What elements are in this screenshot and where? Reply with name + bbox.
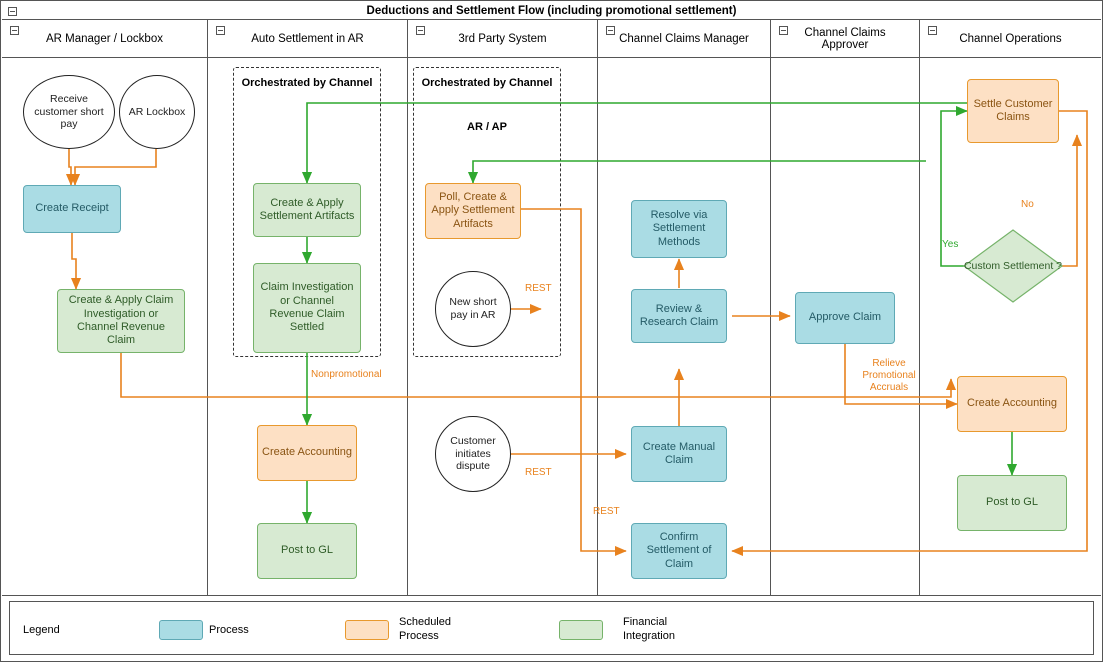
edge-label-rest-3: REST: [593, 506, 620, 517]
legend-label-scheduled-process: Scheduled Process: [399, 616, 451, 642]
diagram-title: [2, 2, 1101, 20]
lane-header-auto-settlement-in-ar: [208, 20, 408, 58]
legend-swatch-process: [159, 620, 203, 640]
node-label: Create Accounting: [262, 446, 352, 459]
node-settle-customer-claims[interactable]: [967, 79, 1059, 143]
group-subtitle-text: AR / AP: [467, 121, 507, 133]
node-label: Approve Claim: [808, 311, 882, 324]
node-receive-customer-short-pay[interactable]: [23, 75, 115, 149]
group-title-orchestrated-1: [237, 77, 377, 91]
node-label: Create & Apply Claim Investigation or Channel Revenue Claim: [68, 294, 174, 347]
node-create-manual-claim[interactable]: [631, 426, 727, 482]
legend-swatch-scheduled-process: [345, 620, 389, 640]
node-poll-create-apply-settlement-artifacts[interactable]: [425, 183, 521, 239]
node-label: Create Manual Claim: [642, 440, 716, 466]
node-create-apply-claim-investigation[interactable]: [57, 289, 185, 353]
node-post-to-gl-ar[interactable]: [257, 523, 357, 579]
node-create-accounting-ops[interactable]: [957, 376, 1067, 432]
lane-header-channel-claims-manager: [598, 20, 771, 58]
collapse-icon-lane-claims-manager[interactable]: [606, 26, 615, 35]
node-claim-investigation-settled[interactable]: [253, 263, 361, 353]
node-custom-settlement-decision[interactable]: [963, 229, 1063, 303]
node-label: Review & Research Claim: [639, 302, 719, 328]
node-label: Claim Investigation or Channel Revenue Claim Settled: [260, 281, 354, 334]
lane-header-channel-operations: [920, 20, 1101, 58]
group-title-text: Orchestrated by Channel: [421, 77, 553, 89]
legend-label-financial-integration: Financial Integration: [623, 616, 675, 642]
node-label: Settle Customer Claims: [973, 97, 1053, 123]
lane-header-ar-manager-lockbox: [2, 20, 208, 58]
edge-label-yes: Yes: [942, 239, 959, 250]
node-create-apply-settlement-artifacts[interactable]: [253, 183, 361, 237]
collapse-icon-lane-channel-operations[interactable]: [928, 26, 937, 35]
lane-label: 3rd Party System: [458, 32, 547, 45]
collapse-icon-lane-claims-approver[interactable]: [779, 26, 788, 35]
node-confirm-settlement-of-claim[interactable]: [631, 523, 727, 579]
node-label: Create & Apply Settlement Artifacts: [259, 196, 355, 222]
node-ar-lockbox[interactable]: [119, 75, 195, 149]
collapse-icon-lane-3rd-party[interactable]: [416, 26, 425, 35]
legend-title: Legend: [23, 624, 60, 636]
group-subtitle-ar-ap: [417, 121, 557, 135]
lane-header-channel-claims-approver: [771, 20, 920, 58]
lane-label: Channel Claims Approver: [804, 26, 886, 51]
node-label: Create Accounting: [967, 397, 1057, 410]
node-customer-initiates-dispute[interactable]: [435, 416, 511, 492]
node-approve-claim[interactable]: [795, 292, 895, 344]
group-title-orchestrated-2: [417, 77, 557, 91]
diagram-title-text: Deductions and Settlement Flow (including promotional settlement): [366, 4, 737, 17]
node-new-short-pay-in-ar[interactable]: [435, 271, 511, 347]
collapse-icon-lane-auto-settlement[interactable]: [216, 26, 225, 35]
node-label: Customer initiates dispute: [450, 434, 496, 473]
legend-swatch-financial-integration: [559, 620, 603, 640]
group-title-text: Orchestrated by Channel: [241, 77, 373, 89]
node-label: Post to GL: [986, 496, 1038, 509]
collapse-icon-diagram[interactable]: [8, 7, 17, 16]
node-label: Post to GL: [281, 544, 333, 557]
node-label: Resolve via Settlement Methods: [650, 208, 708, 248]
edge-label-rest-2: REST: [525, 467, 552, 478]
node-label: Poll, Create & Apply Settlement Artifacts: [431, 190, 515, 230]
lane-label: AR Manager / Lockbox: [46, 32, 163, 45]
lane-label: Auto Settlement in AR: [251, 32, 364, 45]
edge-label-no: No: [1021, 199, 1034, 210]
edge-label-nonpromotional: Nonpromotional: [311, 369, 382, 380]
node-label: Confirm Settlement of Claim: [646, 530, 712, 570]
lane-label: Channel Operations: [959, 32, 1062, 45]
lane-label: Channel Claims Manager: [619, 32, 749, 45]
edge-label-relieve-promotional-accruals: Relieve Promotional Accruals: [862, 358, 916, 393]
legend-label-process: Process: [209, 624, 249, 636]
node-label: Create Receipt: [35, 202, 109, 215]
node-label: New short pay in AR: [449, 296, 497, 321]
node-post-to-gl-ops[interactable]: [957, 475, 1067, 531]
node-label: AR Lockbox: [128, 105, 186, 118]
node-review-research-claim[interactable]: [631, 289, 727, 343]
edge-label-rest-1: REST: [525, 283, 552, 294]
node-create-receipt[interactable]: [23, 185, 121, 233]
node-label: Receive customer short pay: [34, 92, 104, 131]
collapse-icon-lane-ar-manager-lockbox[interactable]: [10, 26, 19, 35]
node-resolve-via-settlement-methods[interactable]: [631, 200, 727, 258]
node-label: Custom Settlement ?: [963, 259, 1063, 272]
node-create-accounting-ar[interactable]: [257, 425, 357, 481]
lane-header-3rd-party-system: [408, 20, 598, 58]
